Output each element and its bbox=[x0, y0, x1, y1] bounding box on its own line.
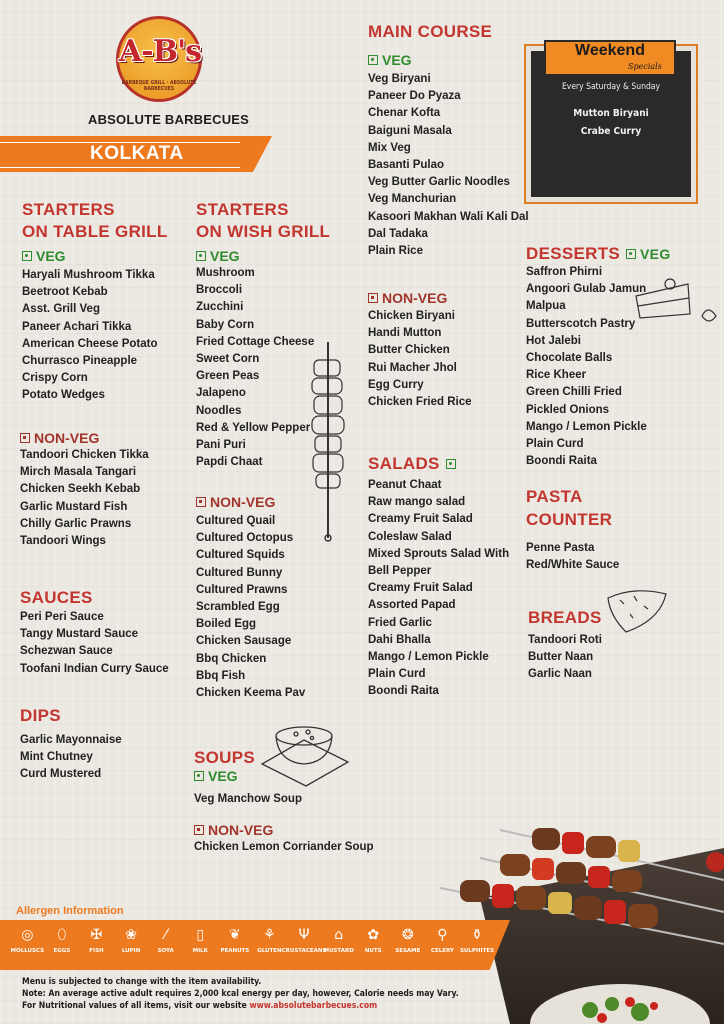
pasta-title-1: PASTA bbox=[526, 487, 583, 506]
menu-item: Butter Naan bbox=[528, 651, 594, 664]
menu-item: Garlic Naan bbox=[528, 668, 592, 681]
pasta-title-2: COUNTER bbox=[526, 510, 613, 529]
menu-item: Kasoori Makhan Wali Kali Dal bbox=[368, 210, 529, 223]
menu-item: Bbq Chicken bbox=[196, 652, 267, 665]
sauces-title: SAUCES bbox=[20, 588, 93, 607]
menu-item: Plain Curd bbox=[368, 668, 426, 681]
starters-wish-title-2: ON WISH GRILL bbox=[196, 222, 331, 241]
menu-item: American Cheese Potato bbox=[22, 337, 158, 350]
menu-item: Red & Yellow Pepper bbox=[196, 421, 311, 434]
veg-icon bbox=[626, 249, 636, 259]
menu-item: Garlic Mayonnaise bbox=[20, 734, 122, 746]
website-link[interactable]: www.absolutebarbecues.com bbox=[249, 1001, 378, 1011]
nonveg-icon bbox=[194, 825, 204, 835]
menu-item: Mango / Lemon Pickle bbox=[368, 651, 489, 664]
allergen-label: SESAME bbox=[395, 948, 421, 954]
menu-item: Egg Curry bbox=[368, 378, 424, 391]
menu-item: Chicken Keema Pav bbox=[196, 687, 306, 700]
allergen-label: MUSTARD bbox=[323, 948, 354, 954]
menu-item: Mint Chutney bbox=[20, 751, 93, 764]
starters-wish-nonveg-list bbox=[196, 513, 305, 702]
menu-item: Potato Wedges bbox=[22, 389, 105, 402]
menu-item: Chenar Kofta bbox=[368, 107, 441, 120]
menu-item: Boondi Raita bbox=[368, 685, 439, 698]
allergen-label: NUTS bbox=[364, 948, 382, 954]
menu-item: Tandoori Roti bbox=[528, 634, 602, 646]
main-course-nonveg-list bbox=[368, 308, 472, 411]
soups-veg-tag: VEG bbox=[194, 768, 238, 784]
soups-nonveg-list bbox=[194, 839, 374, 856]
menu-item: Cultured Octopus bbox=[196, 532, 294, 545]
breads-list bbox=[528, 632, 602, 684]
allergen-item bbox=[391, 925, 426, 954]
menu-item: Papdi Chaat bbox=[196, 456, 263, 469]
gluten-icon: ⚘ bbox=[263, 927, 276, 943]
menu-item: Chicken Lemon Corriander Soup bbox=[194, 841, 374, 853]
menu-item: Boondi Raita bbox=[526, 455, 597, 468]
veg-icon bbox=[196, 251, 206, 261]
crustacean-icon: Ψ bbox=[298, 927, 310, 943]
menu-item: Boiled Egg bbox=[196, 618, 257, 631]
weekend-schedule: Every Saturday & Sunday bbox=[561, 82, 661, 92]
menu-item: Churrasco Pineapple bbox=[22, 355, 138, 368]
menu-item: Fried Garlic bbox=[368, 616, 432, 629]
logo-tagline: BARBEQUE GRILL · ABSOLUTE BARBECUES bbox=[121, 80, 197, 92]
menu-item: Schezwan Sauce bbox=[20, 645, 113, 658]
menu-item: Creamy Fruit Salad bbox=[368, 582, 473, 595]
weekend-item: Crabe Curry bbox=[580, 126, 642, 137]
menu-item: Veg Biryani bbox=[368, 73, 431, 85]
menu-item: Hot Jalebi bbox=[526, 334, 581, 347]
brand-name: ABSOLUTE BARBECUES bbox=[88, 112, 250, 127]
nonveg-icon bbox=[20, 433, 30, 443]
celery-icon: ⚲ bbox=[437, 927, 448, 943]
menu-item: Raw mango salad bbox=[368, 496, 466, 509]
salads-title-row: SALADS bbox=[368, 453, 456, 475]
menu-item: Coleslaw Salad bbox=[368, 530, 452, 543]
menu-item: Noodles bbox=[196, 404, 242, 417]
menu-item: Pani Puri bbox=[196, 439, 246, 452]
menu-item: Plain Rice bbox=[368, 245, 423, 258]
menu-item: Handi Mutton bbox=[368, 327, 442, 340]
menu-item: Tandoori Wings bbox=[20, 535, 106, 548]
menu-item: Green Chilli Fried bbox=[526, 386, 622, 399]
allergen-label: SULPHITES bbox=[459, 948, 495, 954]
cake-illustration bbox=[630, 276, 722, 332]
menu-item: Rui Macher Jhol bbox=[368, 361, 457, 374]
menu-item: Cultured Bunny bbox=[196, 566, 283, 579]
menu-item: Paneer Achari Tikka bbox=[22, 320, 132, 333]
menu-item: Mushroom bbox=[196, 267, 255, 279]
fish-icon: ✠ bbox=[90, 927, 103, 943]
menu-item: Cultured Prawns bbox=[196, 583, 288, 596]
allergen-label: LUPIN bbox=[121, 948, 141, 954]
starters-wish-title-1: STARTERS bbox=[196, 200, 289, 219]
menu-item: Chocolate Balls bbox=[526, 352, 613, 365]
menu-item: Zucchini bbox=[196, 301, 244, 314]
egg-icon: ⬯ bbox=[57, 927, 67, 943]
soups-nonveg-tag: NON-VEG bbox=[194, 822, 273, 838]
allergen-item bbox=[218, 925, 253, 954]
allergen-label: FISH bbox=[89, 948, 104, 954]
main-course-nonveg-tag: NON-VEG bbox=[368, 290, 447, 306]
menu-item: Mixed Sprouts Salad With bbox=[368, 547, 510, 560]
menu-item: Chicken Sausage bbox=[196, 635, 292, 648]
nut-icon: ✿ bbox=[367, 927, 380, 943]
pasta-list bbox=[526, 540, 619, 574]
allergen-item bbox=[148, 925, 183, 954]
desserts-list bbox=[526, 264, 647, 470]
allergen-item bbox=[45, 925, 80, 954]
menu-item: Basanti Pulao bbox=[368, 159, 445, 172]
dips-list bbox=[20, 732, 122, 784]
menu-item: Malpua bbox=[526, 300, 566, 313]
menu-item: Chicken Fried Rice bbox=[368, 396, 472, 409]
menu-item: Red/White Sauce bbox=[526, 559, 620, 572]
menu-item: Tangy Mustard Sauce bbox=[20, 628, 139, 641]
menu-item: Baby Corn bbox=[196, 318, 255, 331]
allergen-label: SOYA bbox=[157, 948, 174, 954]
veg-icon bbox=[368, 55, 378, 65]
soup-bowl-illustration bbox=[252, 710, 352, 790]
footer-note-2: Note: An average active adult requires 2,000 kcal energy per day, however, Calorie needs may Vary. bbox=[22, 989, 459, 999]
starters-wish-veg-tag: VEG bbox=[196, 248, 240, 264]
main-course-veg-tag: VEG bbox=[368, 52, 412, 68]
menu-item: Curd Mustered bbox=[20, 768, 102, 781]
main-course-veg-list bbox=[368, 71, 529, 260]
starters-table-nonveg-tag: NON-VEG bbox=[20, 430, 99, 446]
mustard-icon: ⌂ bbox=[334, 927, 344, 943]
nonveg-icon bbox=[196, 497, 206, 507]
sesame-icon: ❂ bbox=[401, 927, 414, 943]
menu-item: Tandoori Chicken Tikka bbox=[20, 449, 149, 461]
veg-icon bbox=[22, 251, 32, 261]
menu-item: Peanut Chaat bbox=[368, 479, 442, 491]
menu-item: Crispy Corn bbox=[22, 372, 88, 385]
dips-title: DIPS bbox=[20, 706, 61, 725]
starters-table-title-1: STARTERS bbox=[22, 200, 115, 219]
soups-veg-list bbox=[194, 791, 302, 808]
menu-item: Assorted Papad bbox=[368, 599, 456, 612]
menu-item: Asst. Grill Veg bbox=[22, 303, 100, 316]
allergen-title: Allergen Information bbox=[16, 905, 124, 917]
peanut-icon: ❦ bbox=[228, 927, 241, 943]
menu-item: Angoori Gulab Jamun bbox=[526, 283, 647, 296]
starters-wish-veg-list bbox=[196, 265, 314, 471]
menu-item: Cultured Squids bbox=[196, 549, 285, 562]
footer-note-3: For Nutritional values of all items, visit our website www.absolutebarbecues.com bbox=[22, 1001, 378, 1011]
sulphite-icon: ⚱ bbox=[471, 927, 483, 943]
menu-item: Chicken Biryani bbox=[368, 310, 455, 322]
menu-item: Veg Manchow Soup bbox=[194, 793, 302, 805]
menu-item: Scrambled Egg bbox=[196, 601, 280, 614]
menu-item: Sweet Corn bbox=[196, 353, 260, 366]
menu-item: Creamy Fruit Salad bbox=[368, 513, 473, 526]
menu-item: Pickled Onions bbox=[526, 403, 610, 416]
skewer-illustration bbox=[300, 338, 360, 546]
menu-item: Cultured Quail bbox=[196, 515, 276, 527]
menu-item: Peri Peri Sauce bbox=[20, 611, 104, 623]
allergen-label: MOLLUSCS bbox=[10, 948, 45, 954]
menu-item: Beetroot Kebab bbox=[22, 286, 108, 299]
desserts-title-row: DESSERTS VEG bbox=[526, 244, 671, 263]
logo-wordmark: A-B's bbox=[118, 34, 202, 69]
soups-title: SOUPS bbox=[194, 748, 256, 767]
menu-item: Mango / Lemon Pickle bbox=[526, 420, 647, 433]
breads-title: BREADS bbox=[528, 608, 602, 627]
menu-item: Broccoli bbox=[196, 284, 243, 297]
menu-item: Plain Curd bbox=[526, 438, 584, 451]
sauces-list bbox=[20, 609, 169, 678]
menu-item: Butter Chicken bbox=[368, 344, 450, 357]
menu-item: Mix Veg bbox=[368, 141, 411, 154]
menu-item: Penne Pasta bbox=[526, 542, 595, 554]
menu-item: Veg Butter Garlic Noodles bbox=[368, 176, 510, 189]
menu-item: Fried Cottage Cheese bbox=[196, 335, 315, 348]
allergen-label: CELERY bbox=[430, 948, 454, 954]
menu-item: Dahi Bhalla bbox=[368, 633, 431, 646]
main-course-title: MAIN COURSE bbox=[368, 22, 493, 41]
allergen-label: PEANUTS bbox=[220, 948, 250, 954]
allergen-item bbox=[460, 925, 495, 954]
allergen-item bbox=[183, 925, 218, 954]
desserts-veg-tag: VEG bbox=[626, 246, 670, 262]
salads-list bbox=[368, 477, 509, 701]
weekend-item: Mutton Biryani bbox=[573, 108, 649, 119]
allergen-item bbox=[425, 925, 460, 954]
milk-icon: ▯ bbox=[196, 927, 205, 943]
city-name: KOLKATA bbox=[90, 143, 184, 164]
allergen-label: CRUSTACEANS bbox=[281, 948, 327, 954]
menu-item: Veg Manchurian bbox=[368, 193, 457, 206]
allergen-item bbox=[281, 925, 327, 954]
menu-item: Paneer Do Pyaza bbox=[368, 90, 461, 103]
menu-item: Chicken Seekh Kebab bbox=[20, 483, 141, 496]
menu-item: Chilly Garlic Prawns bbox=[20, 517, 132, 530]
menu-item: Toofani Indian Curry Sauce bbox=[20, 662, 169, 675]
menu-item: Haryali Mushroom Tikka bbox=[22, 269, 155, 281]
menu-item: Saffron Phirni bbox=[526, 266, 603, 278]
allergen-item bbox=[321, 925, 356, 954]
naan-illustration bbox=[604, 586, 670, 636]
weekend-title: Weekend bbox=[575, 42, 645, 59]
starters-wish-nonveg-tag: NON-VEG bbox=[196, 494, 275, 510]
lupin-icon: ❀ bbox=[125, 927, 137, 943]
veg-icon bbox=[194, 771, 204, 781]
allergen-item bbox=[114, 925, 149, 954]
nonveg-icon bbox=[368, 293, 378, 303]
soya-icon: ⁄ bbox=[164, 927, 167, 943]
starters-table-veg-list bbox=[22, 267, 158, 405]
allergen-item bbox=[10, 925, 45, 954]
menu-item: Jalapeno bbox=[196, 387, 246, 400]
menu-item: Baiguni Masala bbox=[368, 124, 452, 137]
allergen-label: EGGS bbox=[53, 948, 71, 954]
allergen-item bbox=[79, 925, 114, 954]
allergen-label: GLUTEN bbox=[257, 948, 282, 954]
starters-table-veg-tag: VEG bbox=[22, 248, 66, 264]
menu-item: Rice Kheer bbox=[526, 369, 587, 382]
menu-item: Butterscotch Pastry bbox=[526, 317, 636, 330]
mollusc-icon: ◎ bbox=[21, 927, 34, 943]
menu-item: Garlic Mustard Fish bbox=[20, 500, 128, 513]
weekend-subtitle: Specials bbox=[628, 62, 662, 71]
veg-icon bbox=[446, 459, 456, 469]
allergen-item bbox=[356, 925, 391, 954]
starters-table-title-2: ON TABLE GRILL bbox=[22, 222, 168, 241]
allergen-list bbox=[10, 925, 494, 954]
menu-item: Green Peas bbox=[196, 370, 260, 383]
allergen-label: MILK bbox=[192, 948, 208, 954]
menu-item: Dal Tadaka bbox=[368, 227, 428, 240]
menu-item: Bbq Fish bbox=[196, 669, 246, 682]
starters-table-nonveg-list bbox=[20, 447, 149, 550]
menu-item: Mirch Masala Tangari bbox=[20, 466, 137, 479]
menu-item: Bell Pepper bbox=[368, 565, 432, 578]
footer-note-1: Menu is subjected to change with the item availability. bbox=[22, 977, 262, 987]
